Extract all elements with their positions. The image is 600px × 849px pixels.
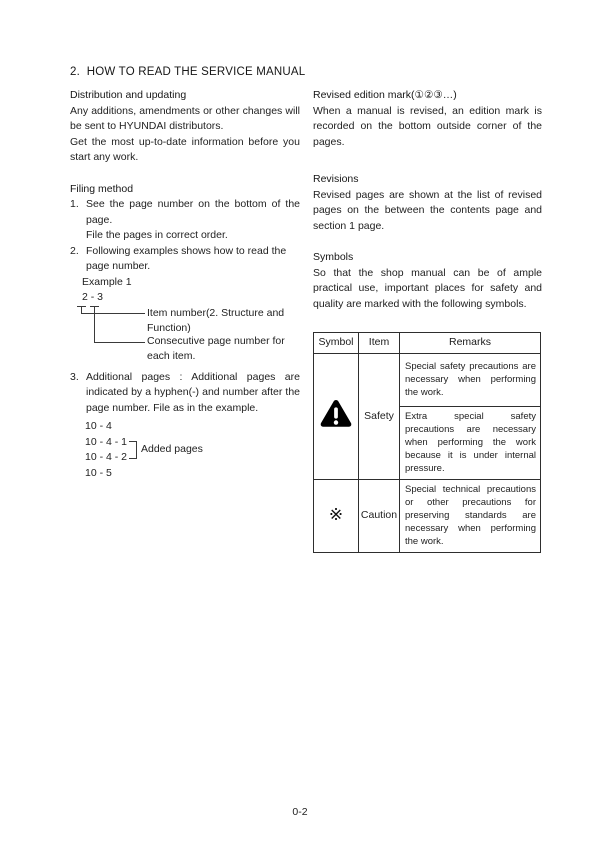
callout-stem-page-number bbox=[94, 306, 95, 343]
item-label-safety: Safety bbox=[359, 354, 400, 480]
added-page-row: 10 - 5 bbox=[85, 466, 112, 479]
page-number-callout-diagram bbox=[70, 306, 300, 370]
filing-item-1 bbox=[70, 197, 300, 244]
distribution-paragraph-2: Get the most up-to-date information before you start any work. bbox=[70, 135, 300, 163]
added-page-row: 10 - 4 - 2 bbox=[85, 451, 128, 463]
table-row-safety bbox=[314, 354, 541, 407]
table-row-caution bbox=[314, 480, 541, 553]
symbols-table-header-row bbox=[314, 333, 541, 354]
filing-item-3 bbox=[70, 370, 300, 417]
added-pages-bracket bbox=[129, 441, 137, 459]
callout-label-page-number: Consecutive page number for each item. bbox=[147, 334, 285, 362]
heading-filing-method: Filing method bbox=[70, 182, 134, 195]
left-column bbox=[70, 88, 300, 481]
symbols-paragraph: So that the shop manual can be of ample practical use, important places for safety and quality are marked with the following symbols. bbox=[313, 266, 542, 310]
filing-item-1-line2: File the pages in correct order. bbox=[86, 229, 228, 241]
column-header-remarks: Remarks bbox=[400, 333, 541, 354]
warning-triangle-icon bbox=[319, 398, 353, 429]
filing-item-2-line1: Following examples shows how to read the bbox=[86, 244, 287, 257]
footer-page-number: 0-2 bbox=[292, 806, 308, 818]
filing-item-1-number: 1. bbox=[70, 198, 79, 210]
added-page-row: 10 - 4 - 1 bbox=[85, 435, 128, 448]
filing-item-2-number: 2. bbox=[70, 244, 79, 257]
revisions-paragraph: Revised pages are shown at the list of revised pages on the between the contents page and section 1 page. bbox=[313, 188, 542, 232]
callout-leader-item-number bbox=[81, 313, 145, 314]
heading-revisions: Revisions bbox=[313, 173, 359, 185]
heading-revised-edition-mark: Revised edition mark(①②③…) bbox=[313, 89, 457, 101]
filing-item-1-text: See the page number on the bottom of the page. bbox=[86, 198, 300, 226]
added-pages-example bbox=[70, 419, 300, 481]
heading-symbols: Symbols bbox=[313, 251, 354, 263]
added-pages-label: Added pages bbox=[141, 443, 203, 455]
callout-leader-page-number bbox=[94, 342, 145, 343]
item-label-caution: Caution bbox=[359, 480, 400, 553]
remark-caution: Special technical precautions or other precautions for preserving standards are necessary when performing the work. bbox=[400, 480, 541, 553]
example-label: Example 1 bbox=[82, 275, 132, 288]
right-column bbox=[313, 88, 542, 553]
heading-distribution-and-updating: Distribution and updating bbox=[70, 89, 187, 101]
added-page-row: 10 - 4 bbox=[85, 420, 112, 432]
column-header-item: Item bbox=[359, 333, 400, 354]
example-page-number: 2 - 3 bbox=[82, 291, 104, 303]
remark-safety-2: Extra special safety precautions are necessary when performing the work because it is under internal pressure. bbox=[400, 407, 541, 480]
filing-item-3-text: Additional pages : Additional pages are indicated by a hyphen(-) and number after the page number. File as in the example. bbox=[86, 370, 300, 414]
caution-symbol-cell bbox=[314, 480, 359, 553]
filing-item-2-line2: page number. bbox=[86, 260, 151, 272]
symbols-table bbox=[313, 332, 541, 553]
distribution-paragraph-1: Any additions, amendments or other changes will be sent to HYUNDAI distributors. bbox=[70, 104, 300, 132]
remark-safety-1: Special safety precautions are necessary when performing the work. bbox=[400, 354, 541, 407]
callout-label-item-number: Item number(2. Structure and Function) bbox=[147, 306, 285, 334]
filing-item-2 bbox=[70, 244, 300, 275]
safety-symbol-cell bbox=[314, 354, 359, 480]
revised-edition-mark-paragraph: When a manual is revised, an edition mark is recorded on the bottom outside corner of the pages. bbox=[313, 104, 542, 148]
reference-mark-icon: ※ bbox=[328, 505, 344, 525]
filing-item-3-number: 3. bbox=[70, 370, 79, 383]
page-title: 2. HOW TO READ THE SERVICE MANUAL bbox=[70, 66, 306, 78]
column-header-symbol: Symbol bbox=[314, 333, 359, 354]
